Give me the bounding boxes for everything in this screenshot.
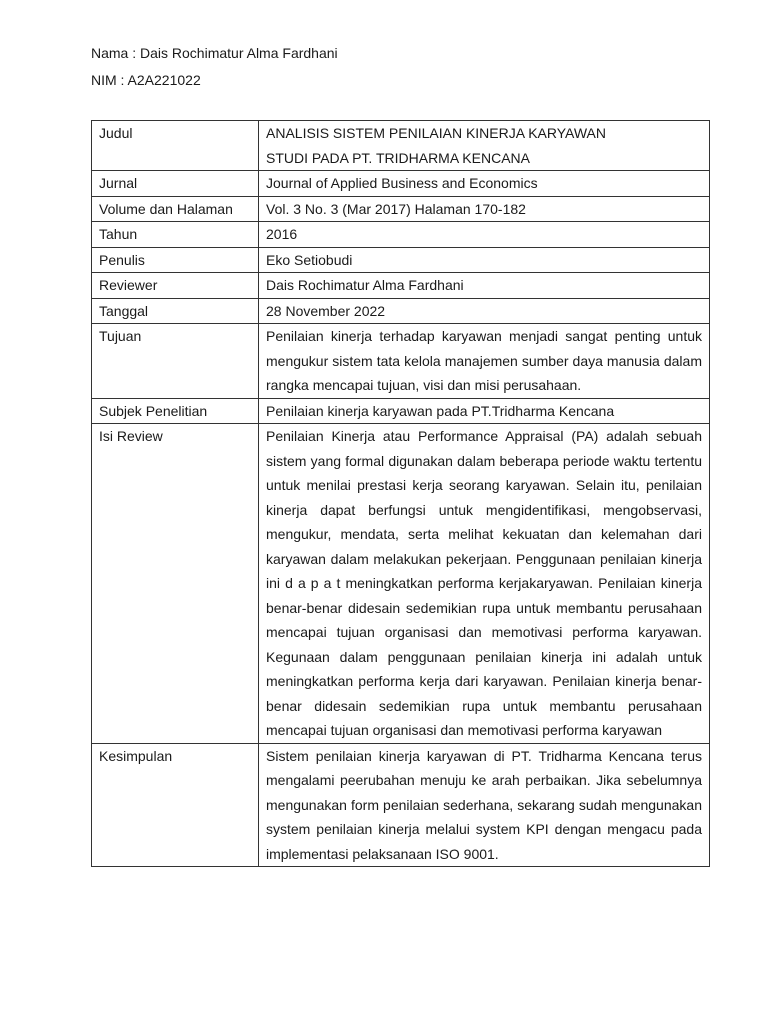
row-label-volume: Volume dan Halaman xyxy=(92,196,259,222)
row-value-isi-review: Penilaian Kinerja atau Performance Appraisal (PA) adalah sebuah sistem yang formal digunakan dalam beberapa periode waktu tertentu untuk menilai prestasi kerja seorang karyawan. Selain itu, penilaian kinerja dapat berfungsi untuk mengidentifikasi, mengobservasi, mengukur, mendata, serta melihat kekuatan dan kelemahan dari karyawan dalam melakukan pekerjaan. Penggunaan penilaian kinerja ini d a p a t meningkatkan performa kerjakaryawan. Penilaian kinerja benar-benar didesain sedemikian rupa untuk membantu perusahaan mencapai tujuan organisasi dan memotivasi performa karyawan. Kegunaan dalam penggunaan penilaian kinerja ini adalah untuk meningkatkan performa kerja dari karyawan. Penilaian kinerja benar-benar didesain sedemikian rupa untuk membantu perusahaan mencapai tujuan organisasi dan memotivasi performa karyawan xyxy=(259,424,710,744)
table-row-tujuan xyxy=(92,324,710,399)
student-name: Nama : Dais Rochimatur Alma Fardhani xyxy=(91,45,338,61)
table-row-volume xyxy=(92,196,710,222)
row-value-volume: Vol. 3 No. 3 (Mar 2017) Halaman 170-182 xyxy=(259,196,710,222)
row-label-jurnal: Jurnal xyxy=(92,171,259,197)
row-value-kesimpulan: Sistem penilaian kinerja karyawan di PT. Tridharma Kencana terus mengalami peerubahan menuju ke arah perbaikan. Jika sebelumnya mengunakan form penilaian sederhana, sekarang sudah mengunakan system penilaian kinerja melalui system KPI dengan mengacu pada implementasi pelaksanaan ISO 9001. xyxy=(259,743,710,867)
row-label-kesimpulan: Kesimpulan xyxy=(92,743,259,867)
row-label-judul: Judul xyxy=(92,121,259,171)
row-label-tanggal: Tanggal xyxy=(92,298,259,324)
review-table xyxy=(91,120,710,867)
row-label-isi-review: Isi Review xyxy=(92,424,259,744)
table-row-penulis xyxy=(92,247,710,273)
row-label-tujuan: Tujuan xyxy=(92,324,259,399)
table-row-subjek xyxy=(92,398,710,424)
row-value-penulis: Eko Setiobudi xyxy=(259,247,710,273)
title-line-2: STUDI PADA PT. TRIDHARMA KENCANA xyxy=(266,149,530,166)
table-row-kesimpulan xyxy=(92,743,710,867)
row-value-tahun: 2016 xyxy=(259,222,710,248)
row-label-tahun: Tahun xyxy=(92,222,259,248)
title-line-1: ANALISIS SISTEM PENILAIAN KINERJA KARYAWAN xyxy=(266,125,606,141)
row-value-judul xyxy=(259,121,710,171)
row-value-reviewer: Dais Rochimatur Alma Fardhani xyxy=(259,273,710,299)
table-row-reviewer xyxy=(92,273,710,299)
row-value-tanggal: 28 November 2022 xyxy=(259,298,710,324)
row-value-tujuan: Penilaian kinerja terhadap karyawan menjadi sangat penting untuk mengukur sistem tata kelola manajemen sumber daya manusia dalam rangka mencapai tujuan, visi dan misi perusahaan. xyxy=(259,324,710,399)
table-row-judul xyxy=(92,121,710,171)
row-value-subjek: Penilaian kinerja karyawan pada PT.Tridharma Kencana xyxy=(259,398,710,424)
student-nim: NIM : A2A221022 xyxy=(91,72,201,88)
row-label-penulis: Penulis xyxy=(92,247,259,273)
table-row-tahun xyxy=(92,222,710,248)
table-row-jurnal xyxy=(92,171,710,197)
table-row-isi-review xyxy=(92,424,710,744)
row-label-subjek: Subjek Penelitian xyxy=(92,398,259,424)
table-row-tanggal xyxy=(92,298,710,324)
row-value-jurnal: Journal of Applied Business and Economics xyxy=(259,171,710,197)
row-label-reviewer: Reviewer xyxy=(92,273,259,299)
